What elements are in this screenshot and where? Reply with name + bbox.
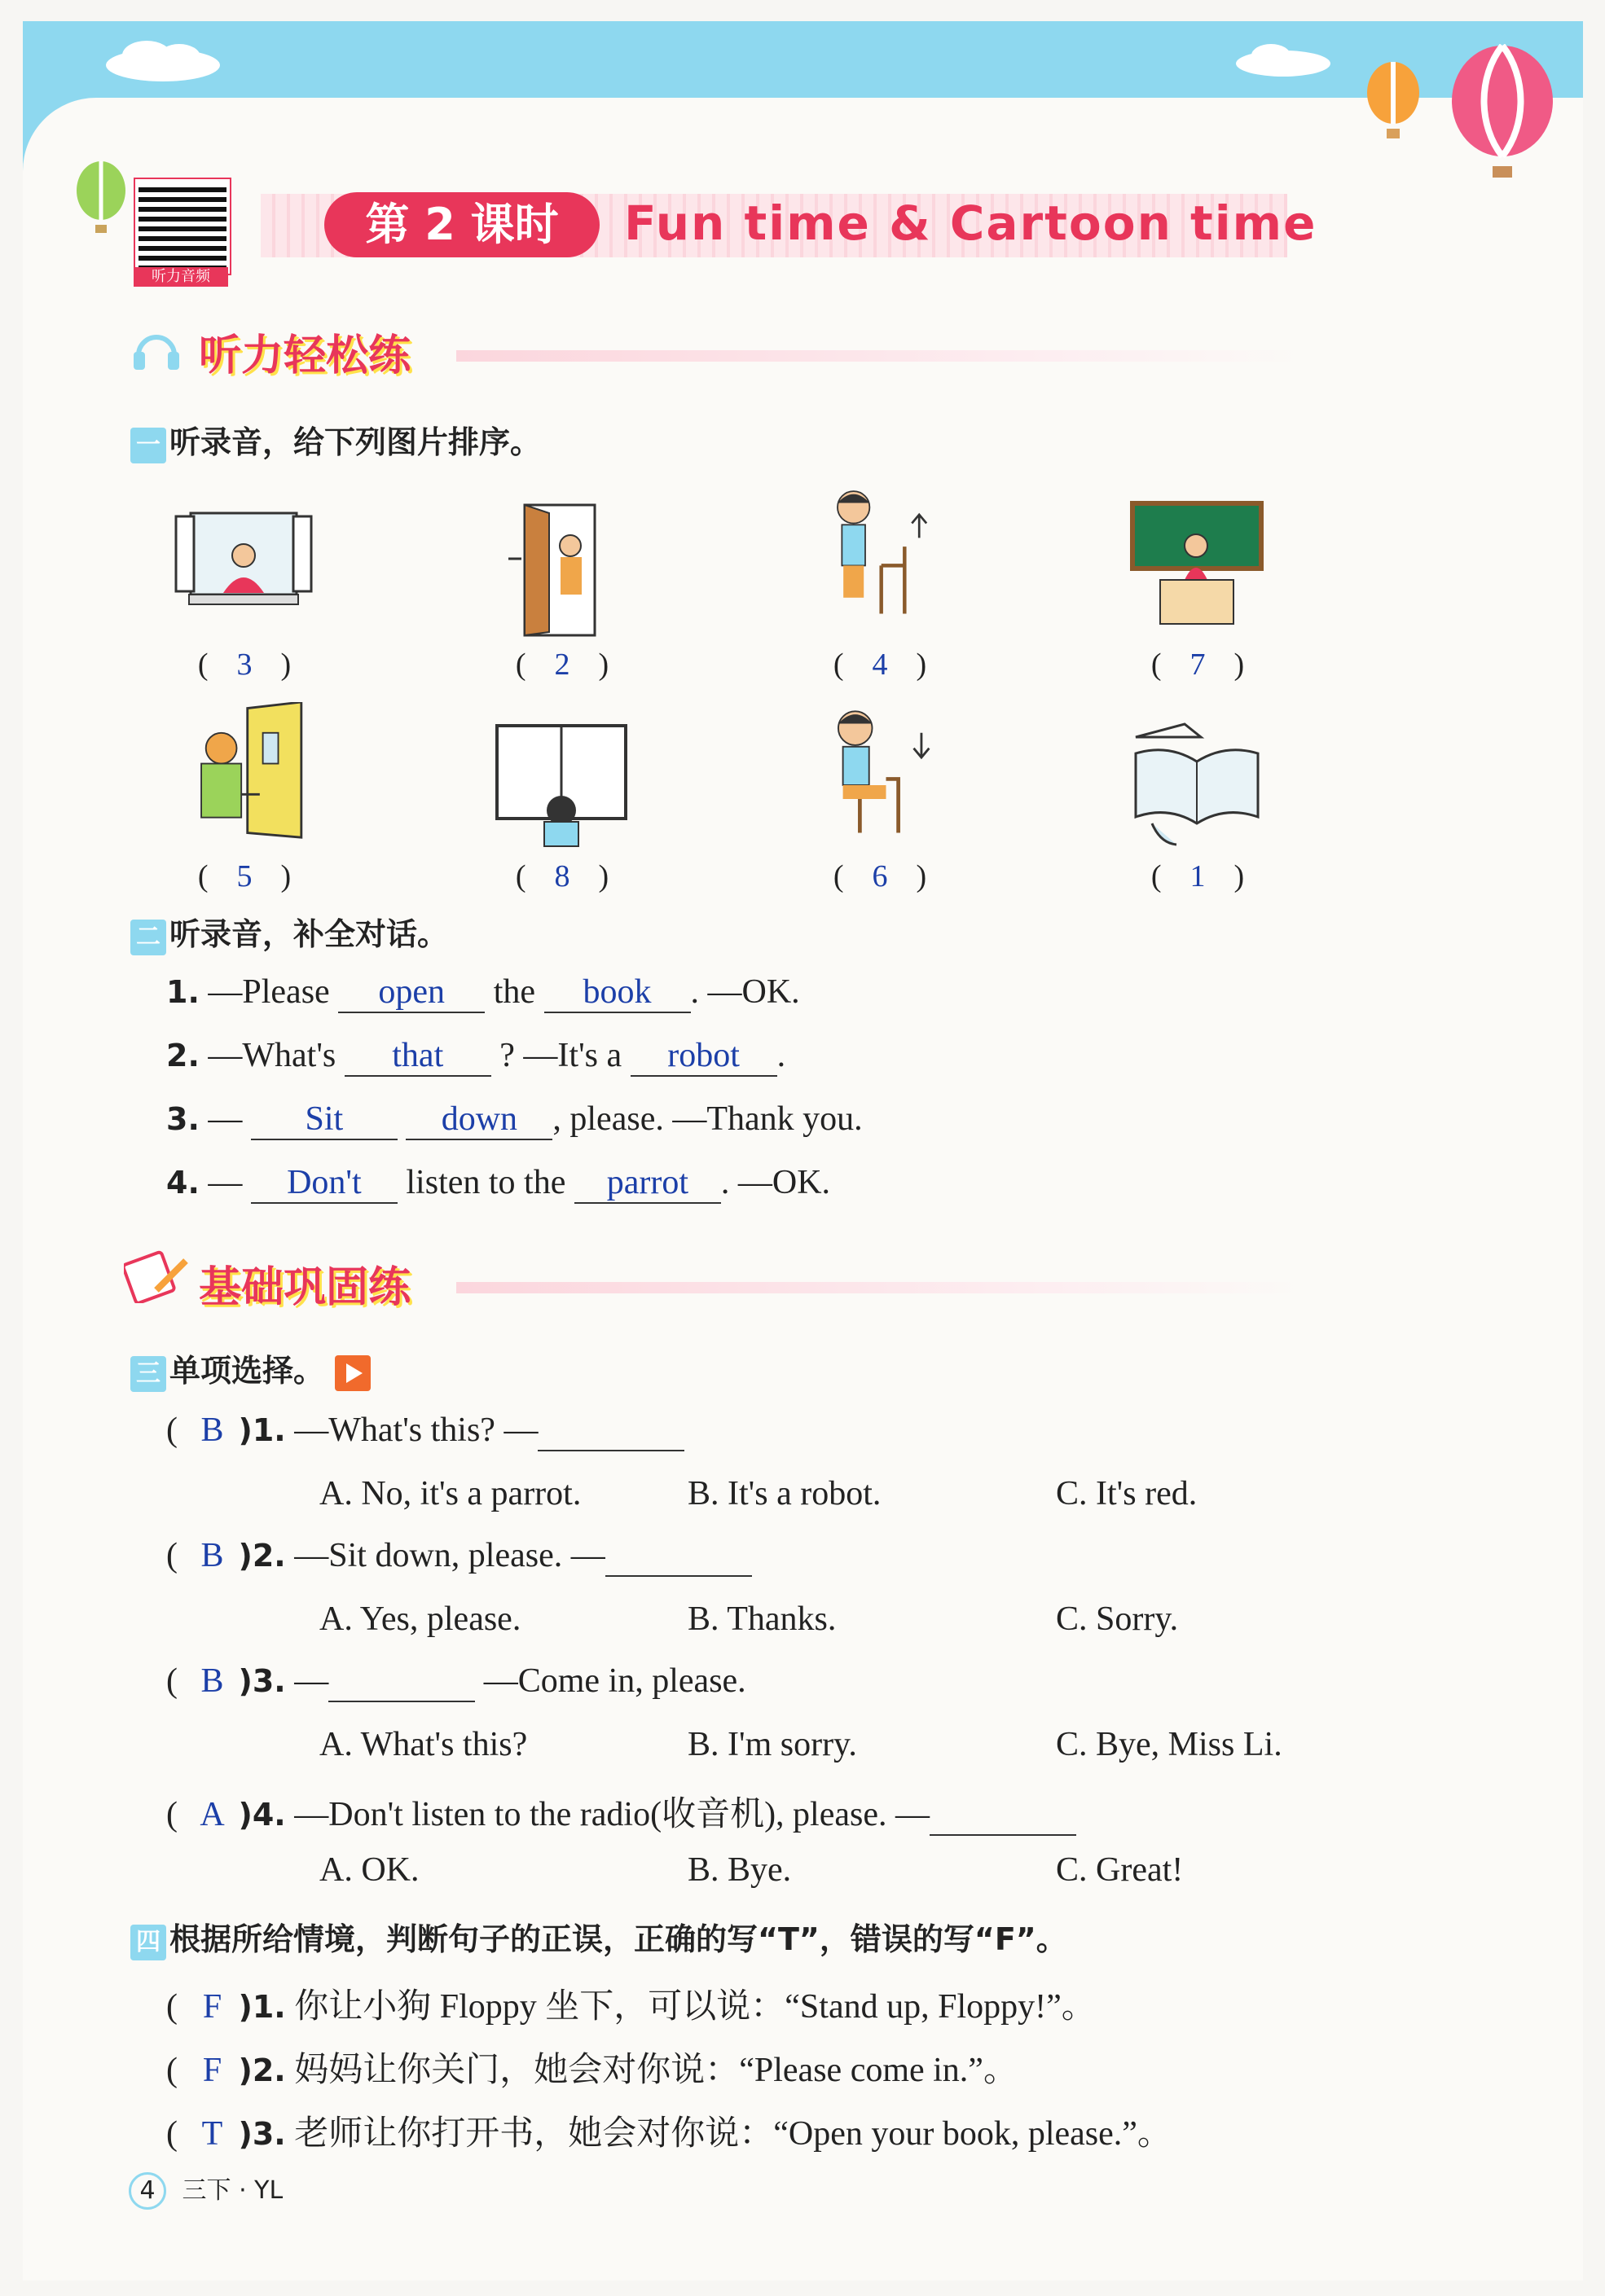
hot-air-balloon-icon [1445,44,1559,182]
question-instruction: 单项选择。 [169,1353,325,1389]
answer-blank[interactable]: parrot [574,1163,721,1204]
question-1-heading [130,417,541,463]
answer-blank[interactable]: open [338,972,485,1013]
section-title-basics: 基础巩固练 [199,1263,411,1312]
qr-code[interactable] [135,179,230,274]
picture-open-door [492,502,631,640]
clipboard-pencil-icon [124,1246,192,1303]
page-footer [129,2170,283,2210]
answer-value: 4 [872,648,888,682]
question-number: 一 [130,428,166,463]
qr-label: 听力音频 [134,267,228,287]
prompt-text: . [776,1037,786,1074]
play-icon[interactable] [335,1355,371,1391]
prompt-text: — [208,1100,243,1138]
option-c[interactable]: C. Sorry. [1056,1600,1179,1638]
answer-value: 1 [1189,859,1206,893]
item-number: )4. [238,1797,286,1833]
question-text: — [294,1662,329,1700]
hot-air-balloon-icon [1361,60,1426,142]
item-number: )2. [238,1538,286,1574]
answer-paren: ( 8 ) [515,859,609,893]
picture-close-window [492,717,631,855]
item-number: 1. [166,974,200,1010]
answer-value: B [200,1537,224,1574]
hot-air-balloon-icon [68,160,134,241]
dialogue-item-3 [166,1100,863,1140]
answer-value: 2 [554,648,570,682]
option-c[interactable]: C. It's red. [1056,1475,1198,1512]
answer-value: 5 [236,859,253,893]
option-a[interactable]: A. Yes, please. [319,1600,521,1638]
option-b[interactable]: B. I'm sorry. [688,1726,857,1763]
answer-blank[interactable]: Don't [251,1163,398,1204]
statement-text: 妈妈让你关门，她会对你说：“Please come in.”。 [294,2052,1018,2089]
question-text: —Don't listen to the radio(收音机), please. — [294,1796,930,1833]
option-b[interactable]: B. Thanks. [688,1600,837,1638]
lesson-badge: 第 2 课时 [324,192,600,257]
section-divider [456,1282,1304,1293]
true-false-item-3: ( T )3. 老师让你打开书，她会对你说：“Open your book, please.”。 [166,2115,1172,2153]
prompt-text: . —OK. [720,1164,831,1201]
prompt-text: . —OK. [690,973,800,1011]
answer-paren: ( 3 ) [197,648,292,682]
statement-text: 老师让你打开书，她会对你说：“Open your book, please.”。 [294,2115,1172,2153]
true-false-item-1: ( F )1. 你让小狗 Floppy 坐下，可以说：“Stand up, Floppy!”。 [166,1988,1096,2026]
cloud-icon [98,36,228,85]
question-3-heading [130,1346,371,1392]
prompt-text: —Please [208,973,330,1011]
prompt-text: — [208,1164,243,1201]
answer-blank[interactable]: book [544,972,691,1013]
question-text: —What's this? — [294,1411,539,1449]
answer-paren: ( 1 ) [1150,859,1245,893]
answer-blank[interactable]: that [345,1036,491,1077]
choice-question-4: ( A )4. —Don't listen to the radio(收音机), please. — [166,1787,1076,1836]
headphones-icon [130,323,182,375]
answer-blank[interactable] [328,1662,475,1702]
choice-question-2: ( B )2. —Sit down, please. — [166,1536,752,1577]
true-false-item-2: ( F )2. 妈妈让你关门，她会对你说：“Please come in.”。 [166,2052,1018,2089]
option-c[interactable]: C. Bye, Miss Li. [1056,1726,1282,1763]
choice-question-3: ( B )3. — —Come in, please. [166,1662,746,1702]
answer-blank[interactable] [605,1536,752,1577]
option-a[interactable]: A. No, it's a parrot. [319,1475,582,1512]
prompt-text: listen to the [406,1164,566,1201]
item-number: )3. [238,2116,286,2152]
question-number: 四 [130,1925,166,1960]
choice-question-1: ( B )1. —What's this? — [166,1411,684,1451]
grade-label: 三下 · YL [182,2176,284,2205]
answer-value: T [201,2115,223,2153]
answer-blank[interactable]: robot [631,1036,777,1077]
answer-blank[interactable]: Sit [251,1100,398,1140]
cloud-icon [1230,39,1336,80]
option-b[interactable]: B. Bye. [688,1851,792,1889]
question-instruction: 听录音，给下列图片排序。 [169,424,542,460]
item-number: )1. [238,1989,286,2025]
item-number: )3. [238,1663,286,1699]
question-instruction: 听录音，补全对话。 [169,916,449,952]
answer-blank[interactable] [538,1411,684,1451]
option-a[interactable]: A. What's this? [319,1726,528,1763]
question-number: 二 [130,920,166,955]
statement-text: 你让小狗 Floppy 坐下，可以说：“Stand up, Floppy!”。 [294,1988,1096,2026]
dialogue-item-4 [166,1163,830,1204]
lesson-title: Fun time & Cartoon time [624,195,1317,251]
picture-boy-sit-down [810,702,948,841]
item-number: )1. [238,1412,286,1448]
section-divider [456,350,1304,362]
prompt-text: the [493,973,535,1011]
answer-value: F [202,2052,222,2089]
question-text: —Come in, please. [483,1662,746,1700]
question-4-heading [130,1914,1067,1960]
picture-open-window [174,505,313,643]
answer-value: 8 [554,859,570,893]
answer-value: F [202,1988,222,2026]
option-a[interactable]: A. OK. [319,1851,420,1889]
option-c[interactable]: C. Great! [1056,1851,1184,1889]
dialogue-item-1 [166,972,800,1013]
picture-open-book [1128,717,1266,855]
prompt-text: —What's [208,1037,336,1074]
picture-boy-stand-up [810,485,948,624]
question-text: —Sit down, please. — [294,1537,605,1574]
section-title-listening: 听力轻松练 [199,331,411,380]
answer-value: 6 [872,859,888,893]
answer-value: 3 [236,648,253,682]
item-number: 2. [166,1038,200,1073]
question-instruction: 根据所给情境，判断句子的正误，正确的写“T”，错误的写“F”。 [169,1921,1067,1957]
answer-paren: ( 7 ) [1150,648,1245,682]
answer-paren: ( 5 ) [197,859,292,893]
picture-close-door [174,702,313,841]
answer-paren: ( 4 ) [833,648,927,682]
question-2-heading [130,909,448,955]
answer-blank[interactable]: down [406,1100,552,1140]
option-b[interactable]: B. It's a robot. [688,1475,882,1512]
answer-value: 7 [1189,648,1206,682]
answer-value: B [200,1411,224,1449]
answer-value: A [200,1796,225,1833]
answer-blank[interactable] [930,1795,1076,1836]
page-number: 4 [129,2172,166,2210]
item-number: 3. [166,1101,200,1137]
answer-paren: ( 2 ) [515,648,609,682]
question-number: 三 [130,1356,166,1392]
picture-teacher-blackboard [1128,498,1266,637]
item-number: )2. [238,2052,286,2088]
prompt-text: , please. —Thank you. [552,1100,863,1138]
item-number: 4. [166,1165,200,1201]
prompt-text: ? —It's a [499,1037,622,1074]
dialogue-item-2 [166,1036,785,1077]
answer-value: B [200,1662,224,1700]
answer-paren: ( 6 ) [833,859,927,893]
